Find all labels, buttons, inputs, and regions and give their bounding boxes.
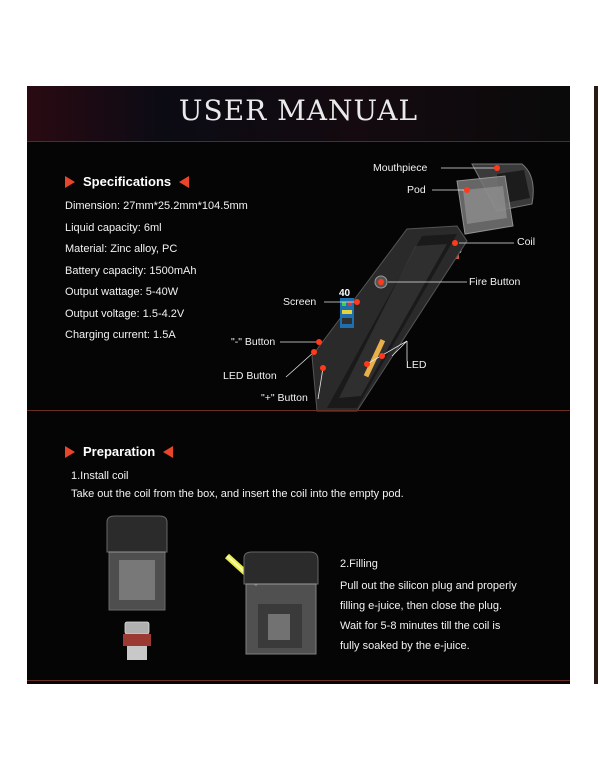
section-divider	[27, 410, 570, 411]
label-coil: Coil	[517, 236, 536, 248]
pod-illustration	[457, 176, 513, 234]
preparation-title: Preparation	[83, 444, 156, 459]
label-minus-button: "-" Button	[231, 336, 276, 348]
label-screen: Screen	[283, 296, 317, 308]
step1-text: Take out the coil from the box, and insert the coil into the empty pod.	[71, 488, 404, 500]
spec-item: Charging current: 1.5A	[65, 329, 176, 341]
spec-item: Material: Zinc alloy, PC	[65, 243, 178, 255]
step2-line: fully soaked by the e-juice.	[340, 640, 470, 652]
spec-item: Dimension: 27mm*25.2mm*104.5mm	[65, 200, 248, 212]
device-body	[312, 226, 467, 411]
spec-item: Output voltage: 1.5-4.2V	[65, 307, 185, 320]
label-mouthpiece: Mouthpiece	[373, 162, 428, 174]
page-title: USER MANUAL	[178, 94, 419, 127]
right-edge-strip	[594, 86, 598, 684]
device-diagram	[27, 86, 570, 416]
bottom-divider	[27, 680, 570, 681]
screen-readout: 40	[339, 288, 351, 299]
triangle-left-icon	[163, 446, 173, 458]
preparation-heading	[65, 444, 173, 459]
empty-pod-illustration	[97, 514, 187, 674]
step2-line: Pull out the silicon plug and properly	[340, 580, 517, 592]
label-pod: Pod	[407, 184, 426, 196]
label-led-button: LED Button	[223, 370, 277, 382]
filling-pod-illustration	[222, 546, 332, 676]
label-led: LED	[406, 359, 427, 371]
step2-text	[340, 576, 517, 656]
label-plus-button: "+" Button	[261, 392, 308, 404]
spec-item: Output wattage: 5-40W	[65, 286, 179, 298]
step2-line: Wait for 5-8 minutes till the coil is	[340, 620, 501, 632]
step2-line: filling e-juice, then close the plug.	[340, 600, 503, 612]
triangle-right-icon	[65, 446, 75, 458]
manual-page	[27, 86, 570, 684]
spec-item: Battery capacity: 1500mAh	[65, 264, 197, 277]
label-fire-button: Fire Button	[469, 276, 521, 288]
spec-item: Liquid capacity: 6ml	[65, 221, 162, 234]
step2-title: 2.Filling	[340, 558, 378, 570]
specifications-title: Specifications	[83, 174, 172, 189]
step1-title: 1.Install coil	[71, 470, 129, 482]
